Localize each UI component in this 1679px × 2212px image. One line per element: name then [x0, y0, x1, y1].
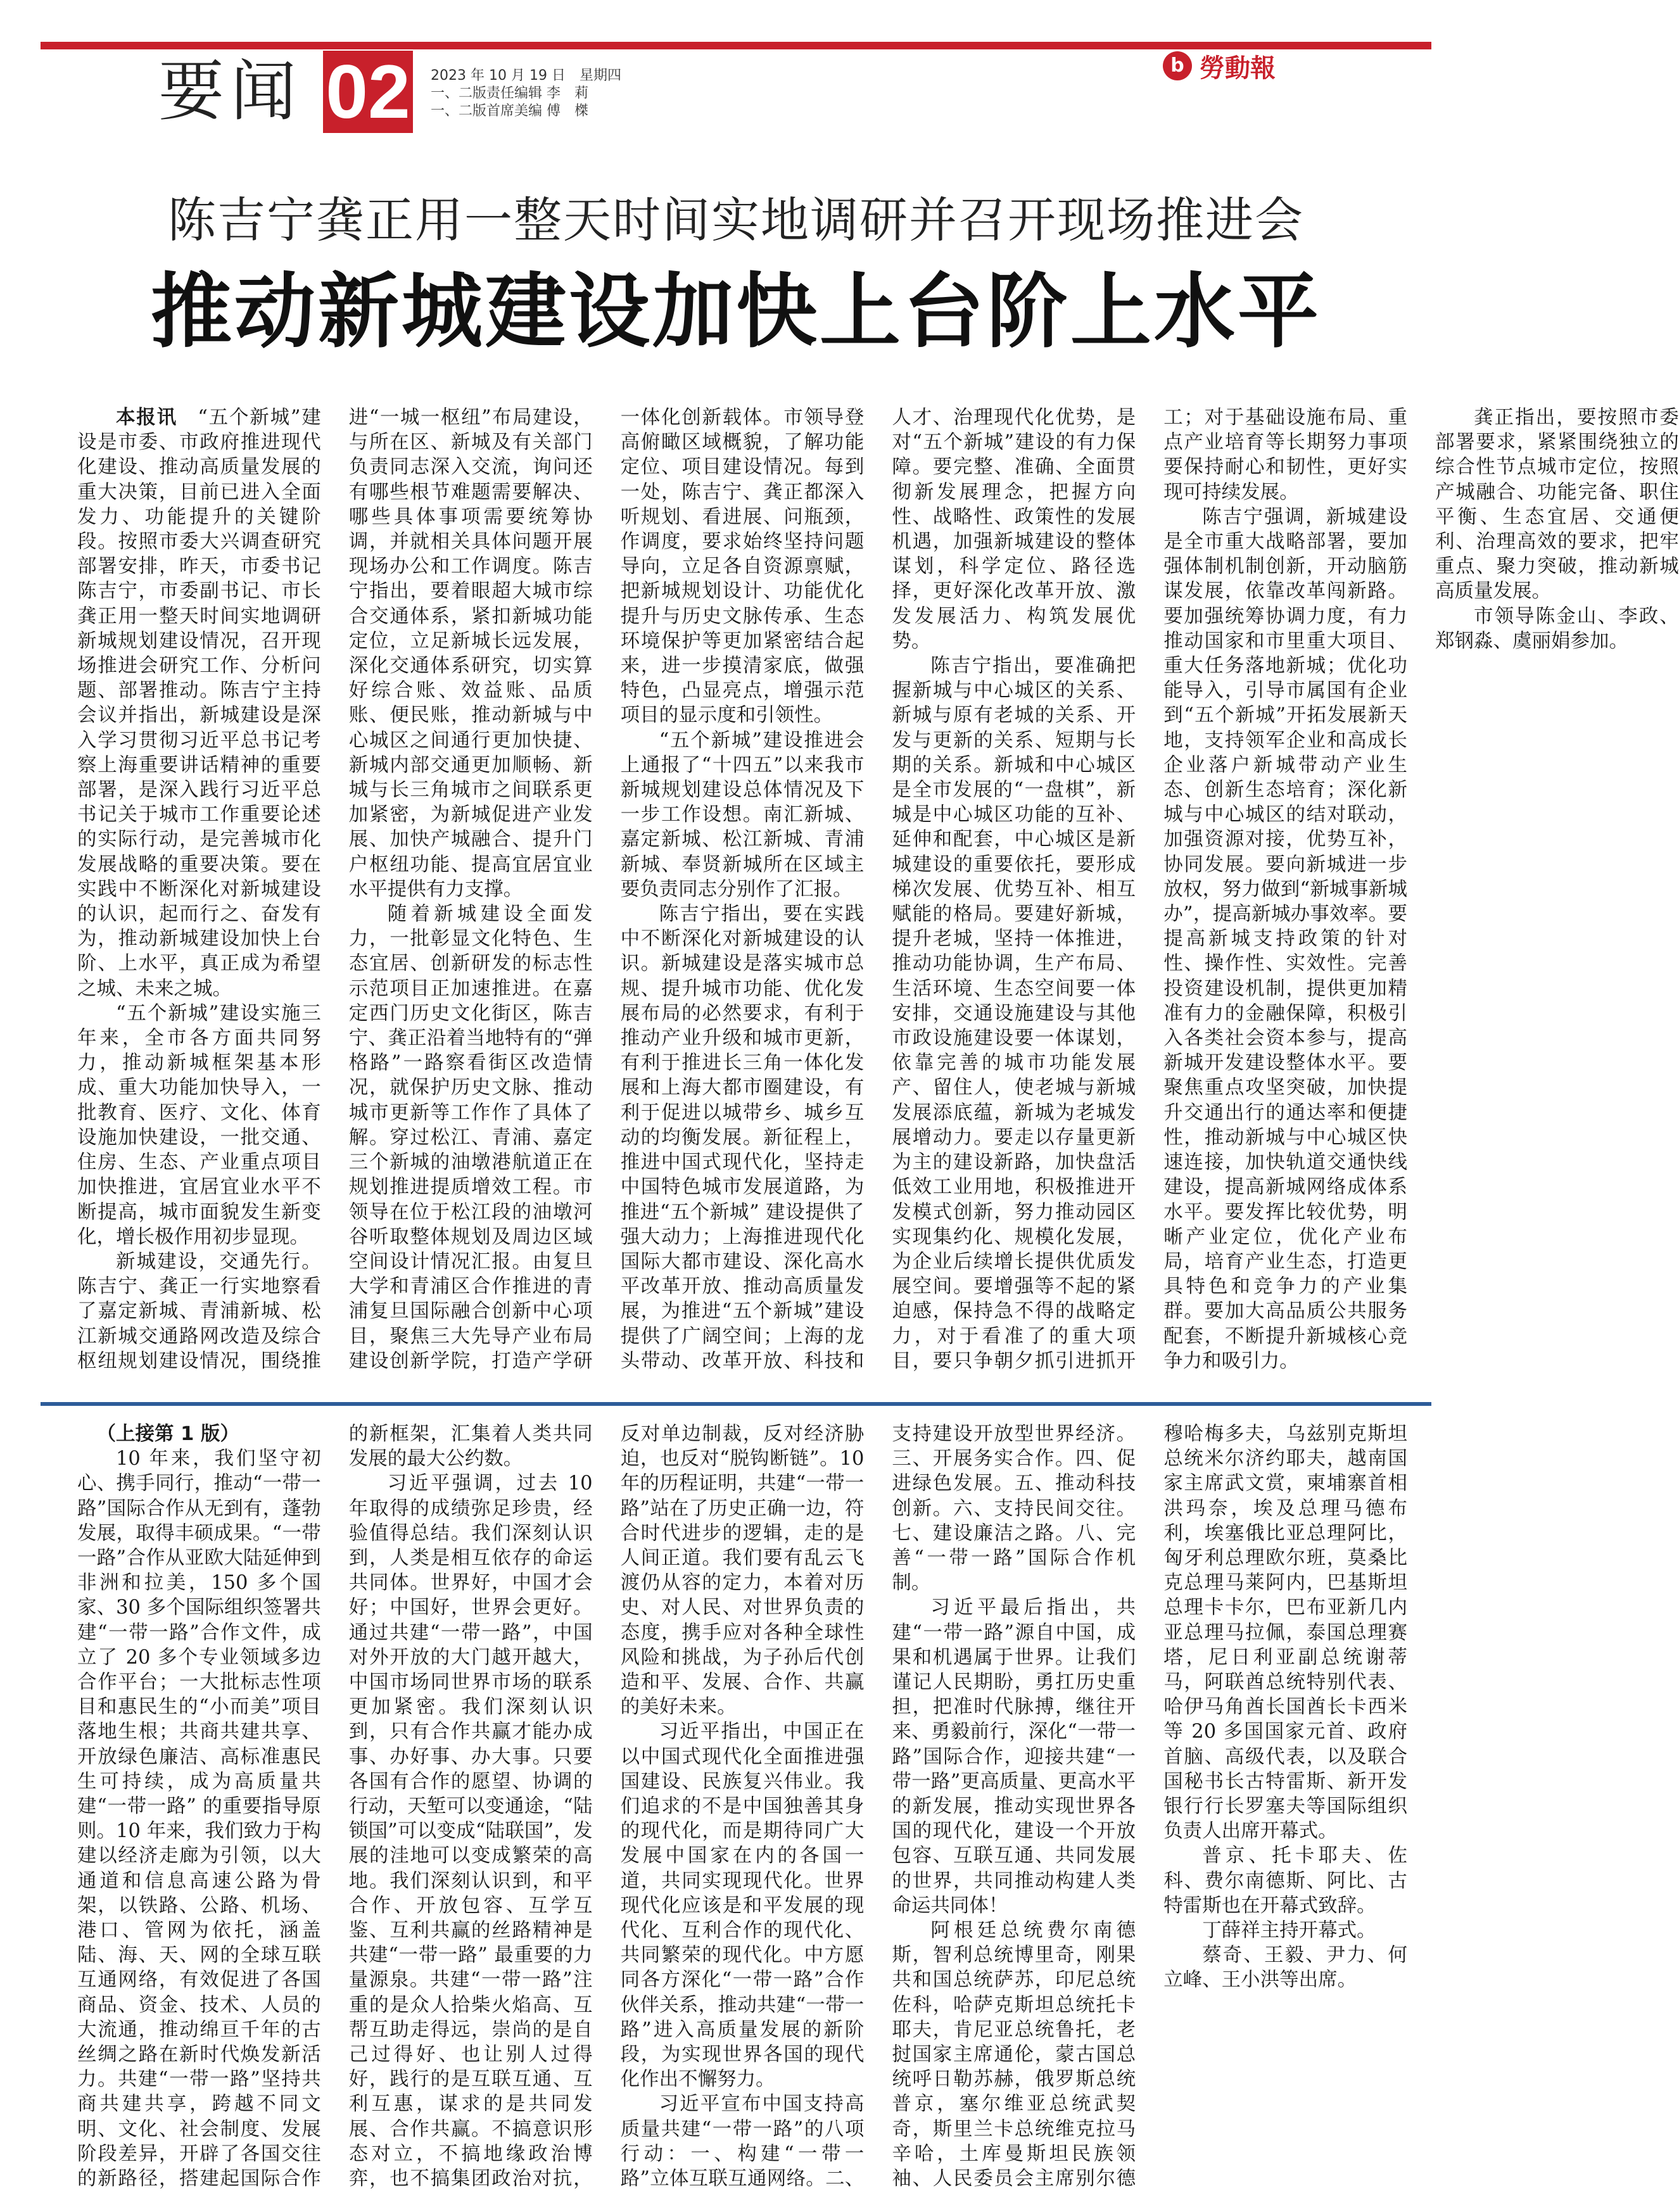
article-paragraph: 习近平指出，中国正在以中国式现代化全面推进强国建设、民族复兴伟业。我们追求的不是中国独善其身的现代化，而是期待同广大发展中国家在内的各国一道，共同实现现代化。世界现代化应该是和平发展的现代化、互利合作的现代化、共同繁荣的现代化。中方愿同各方深化“一带一路”合作伙伴关系，推动共建“一带一路”进入高质量发展的新阶段，为实现世界各国的现代化作出不懈努力。 [620, 1721, 865, 2091]
article-paragraph: 市领导陈金山、李政、郑钢淼、虞丽娟参加。 [1435, 605, 1679, 652]
article-paragraph: 新城建设，交通先行。陈吉宁、龚正一行实地察看了嘉定新城、青浦新城、松江新城交通路网改造及综合枢纽规划建设情况，围绕推进“一城一枢纽”布局建设，与所在区、新城及有关部门负责同志深入交流，询问还有哪些根节难题需要解决、哪些具体事项需要统筹协调，并就相关具体问题开展现场办公和工作调度。陈吉宁指出，要着眼超大城市综合交通体系，紧扣新城功能定位，立足新城长远发展，深化交通体系研究，切实算好综合账、效益账、品质账、便民账，推动新城与中心城区之间通行更加快捷、新城内部交通更加顺畅、新城与长三角城市之间联系更加紧密，为新城促进产业发展、加快产城融合、提升门户枢纽功能、提高宜居宜业水平提供有力支撑。 [77, 407, 593, 1372]
section-name: 要闻 [158, 53, 303, 130]
article-paragraph: 龚正指出，要按照市委部署要求，紧紧围绕独立的综合性节点城市定位，按照产城融合、功能完备、职住平衡、生态宜居、交通便利、治理高效的要求，把牢重点、聚力突破，推动新城高质量发展。 [1435, 407, 1679, 603]
article-paragraph: 丁薛祥主持开幕式。 [1202, 1919, 1376, 1942]
continuation-label: （上接第 1 版） [96, 1423, 239, 1445]
article-paragraph: 陈吉宁指出，要在实践中不断深化对新城建设的认识。新城建设是落实城市总规、提升城市功能、优化发展布局的必然要求，有利于推动产业升级和城市更新，有利于推进长三角一体化发展和上海大都市圈建设，有利于促进以城带乡、城乡互动的均衡发展。新征程上，推进中国式现代化，坚持走中国特色城市发展道路，为推进“五个新城” 建设提供了强大动力；上海推进现代化国际大都市建设、深化高水平改革开放、推动高质量发展，为推进“五个新城”建设提供了广阔空间；上海的龙头带动、改革开放、科技和人才、治理现代化优势，是对“五个新城”建设的有力保障。要完整、准确、全面贯彻新发展理念，把握方向性、战略性、政策性的发展机遇，加强新城建设的整体谋划，科学定位、路径选择，更好深化改革开放、激发发展活力、构筑发展优势。 [620, 407, 1136, 1372]
article-headline: 推动新城建设加快上台阶上水平 [150, 265, 1321, 359]
article-paragraph: 蔡奇、王毅、尹力、何立峰、王小洪等出席。 [1163, 1944, 1407, 1992]
logo-text: 勞動報 [1200, 53, 1276, 83]
article-paragraph: 习近平最后指出，共建“一带一路”源自中国，成果和机遇属于世界。让我们谨记人民期盼，勇扛历史重担，把准时代脉搏，继往开来、勇毅前行，深化“一带一路”国际合作，迎接共建“一带一路”更高质量、更高水平的新发展，推动实现世界各国的现代化，建设一个开放包容、互联互通、共同发展的世界，共同推动构建人类命运共同体！ [892, 1596, 1136, 1917]
article-paragraph: “五个新城”建设推进会上通报了“十四五”以来我市新城规划建设总体情况及下一步工作设想。南汇新城、嘉定新城、松江新城、青浦新城、奉贤新城所在区域主要负责同志分别作了汇报。 [620, 729, 865, 901]
article-paragraph: 本报讯 “五个新城”建设是市委、市政府推进现代化建设、推动高质量发展的重大决策，目前已进入全面发力、功能提升的关键阶段。按照市委大兴调查研究部署安排，昨天，市委书记陈吉宁，市委副书记、市长龚正用一整天时间实地调研新城规划建设情况，召开现场推进会研究工作、分析问题、部署推动。陈吉宁主持会议并指出，新城建设是深入学习贯彻习近平总书记考察上海重要讲话精神的重要部署，是深入践行习近平总书记关于城市工作重要论述的实际行动，是完善城市化发展战略的重要决策。要在实践中不断深化对新城建设的认识，起而行之、奋发有为，推动新城建设加快上台阶、上水平，真正成为希望之城、未来之城。 [77, 407, 321, 1000]
article-body [77, 405, 1679, 1387]
logo-icon: b [1163, 51, 1192, 80]
newspaper-logo [1163, 48, 1353, 84]
article-paragraph: 陈吉宁强调，新城建设是全市重大战略部署，要加强体制机制创新，开动脑筋谋发展，依靠改革闯新路。要加强统筹协调力度，有力推动国家和市里重大项目、重大任务落地新城；优化功能导入，引导市属国有企业到“五个新城”开拓发展新天地，支持领军企业和高成长企业落户新城带动产业生态、创新生态培育；深化新城与中心城区的结对联动，加强资源对接，优势互补，协同发展。要向新城进一步放权，努力做到“新城事新城办”，提高新城办事效率。要提高新城支持政策的针对性、操作性、实效性。完善投资建设机制，提供更加精准有力的金融保障，积极引入各类社会资本参与，提高新城开发建设整体水平。要聚焦重点攻坚突破，加快提升交通出行的通达率和便捷性，推动新城与中心城区快速连接，加快轨道交通快线建设，提高新城网络成体系水平。要发挥比较优势，明晰产业定位，优化产业布局，培育产业生态，打造更具特色和竞争力的产业集群。要加大高品质公共服务配套，不断提升新城核心竞争力和吸引力。 [1163, 505, 1407, 1372]
article-paragraph: 习近平宣布中国支持高质量共建“一带一路”的八项行动：一、构建“一带一路”立体互联互通网络。二、支持建设开放型世界经济。三、开展务实合作。四、促进绿色发展。五、推动科技创新。六、支持民间交往。七、建设廉洁之路。八、完善“一带一路”国际合作机制。 [620, 1423, 1136, 2190]
issue-date: 2023 年 10 月 19 日 星期四 [431, 68, 621, 84]
lead-label: 本报讯 [116, 407, 177, 429]
continued-article-body [77, 1422, 1407, 2201]
article-paragraph: 陈吉宁指出，要准确把握新城与中心城区的关系、新城与原有老城的关系、开发与更新的关系、短期与长期的关系。新城和中心城区是全市发展的“一盘棋”，新城是中心城区功能的互补、延伸和配套，中心城区是新城建设的重要依托，要形成梯次发展、优势互补、相互赋能的格局。要建好新城，提升老城，坚持一体推进，推动功能协调，生产布局、生活环境、生态空间要一体安排，交通设施建设与其他市政设施建设要一体谋划，依靠完善的城市功能发展产、留住人，使老城与新城发展添底蕴，新城为老城发展增动力。要走以存量更新为主的建设新路，加快盘活低效工业用地，积极推进开发模式创新，努力推动园区实现集约化、规模化发展，为企业后续增长提供优质发展空间。要增强等不起的紧迫感，保持急不得的战略定力，对于看准了的重大项目，要只争朝夕抓引进抓开工；对于基础设施布局、重点产业培育等长期努力事项要保持耐心和韧性，更好实现可持续发展。 [892, 407, 1407, 1372]
section-number: 02 [323, 51, 413, 133]
article-paragraph: 阿根廷总统费尔南德斯，智利总统博里奇，刚果共和国总统萨苏，印尼总统佐科，哈萨克斯坦总统托卡耶夫，肯尼亚总统鲁托，老挝国家主席通伦，蒙古国总统呼日勒苏赫，俄罗斯总统普京，塞尔维亚总统武契奇，斯里兰卡总统维克拉马辛哈，土库曼斯坦民族领袖、人民委员会主席别尔德穆哈梅多夫，乌兹别克斯坦总统米尔济约耶夫，越南国家主席武文赏，柬埔寨首相洪玛奈，埃及总理马德布利，埃塞俄比亚总理阿比，匈牙利总理欧尔班，莫桑比克总理马莱阿内，巴基斯坦总理卡卡尔，巴布亚新几内亚总理马拉佩，泰国总理赛塔，尼日利亚副总统谢蒂马，阿联酋总统特别代表、哈伊马角酋长国酋长卡西米等 20 多国国家元首、政府首脑、高级代表，以及联合国秘书长古特雷斯、新开发银行行长罗塞夫等国际组织负责人出席开幕式。 [892, 1423, 1407, 2190]
section-divider [41, 1402, 1431, 1406]
designer-line: 一、二版首席美编 傅 榤 [431, 103, 588, 119]
article-paragraph: 普京、托卡耶夫、佐科、费尔南德斯、阿比、古特雷斯也在开幕式致辞。 [1163, 1845, 1407, 1917]
article-paragraph: “五个新城”建设实施三年来，全市各方面共同努力，推动新城框架基本形成、重大功能加快导入，一批教育、医疗、文化、体育设施加快建设，一批交通、住房、生态、产业重点项目加快推进，宜居宜业水平不断提高，城市面貌发生新变化，增长极作用初步显现。 [77, 1002, 321, 1248]
article-paragraph: 10 年来，我们坚守初心、携手同行，推动“一带一路”国际合作从无到有，蓬勃发展，取得丰硕成果。“一带一路”合作从亚欧大陆延伸到非洲和拉美，150 多个国家、30 多个国际组织签署共建“一带一路”合作文件，成立了 20 多个专业领域多边合作平台；一大批标志性项目和惠民生的“小而美”项目落地生根；共商共建共享、开放绿色廉洁、高标准惠民生可持续，成为高质量共建“一带一路” 的重要指导原则。10 年来，我们致力于构建以经济走廊为引领，以大通道和信息高速公路为骨架，以铁路、公路、机场、港口、管网为依托，涵盖陆、海、天、网的全球互联互通网络，有效促进了各国商品、资金、技术、人员的大流通，推动绵亘千年的古丝绸之路在新时代焕发新活力。共建“一带一路”坚持共商共建共享，跨越不同文明、文化、社会制度、发展阶段差异，开辟了各国交往的新路径，搭建起国际合作的新框架，汇集着人类共同发展的最大公约数。 [77, 1423, 593, 2190]
editor-line: 一、二版责任编辑 李 莉 [431, 85, 588, 101]
article-paragraph: 随着新城建设全面发力，一批彰显文化特色、生态宜居、创新研发的标志性示范项目正加速推进。在嘉定西门历史文化街区，陈吉宁、龚正沿着当地特有的“弹格路”一路察看街区改造情况，就保护历史文脉、推动城市更新等工作作了具体了解。穿过松江、青浦、嘉定三个新城的油墩港航道正在规划推进提质增效工程。市领导在位于松江段的油墩河谷听取整体规划及周边区域空间设计情况汇报。由复旦大学和青浦区合作推进的青浦复旦国际融合创新中心项目，聚焦三大先导产业布局建设创新学院，打造产学研一体化创新载体。市领导登高俯瞰区域概貌，了解功能定位、项目建设情况。每到一处，陈吉宁、龚正都深入听规划、看进展、问瓶颈，作调度，要求始终坚持问题导向，立足各自资源禀赋，把新城规划设计、功能优化提升与历史文脉传承、生态环境保护等更加紧密结合起来，进一步摸清家底，做强特色，凸显亮点，增强示范项目的显示度和引领性。 [348, 407, 865, 1372]
article-subtitle: 陈吉宁龚正用一整天时间实地调研并召开现场推进会 [168, 192, 1304, 248]
issue-meta [431, 67, 621, 120]
article-paragraph: 习近平强调，过去 10 年取得的成绩弥足珍贵，经验值得总结。我们深刻认识到，人类是相互依存的命运共同体。世界好，中国才会好；中国好，世界会更好。通过共建“一带一路”，中国对外开放的大门越开越大，中国市场同世界市场的联系更加紧密。我们深刻认识到，只有合作共赢才能办成事、办好事、办大事。只要各国有合作的愿望、协调的行动，天堑可以变通途，“陆锁国”可以变成“陆联国”，发展的洼地可以变成繁荣的高地。我们深刻认识到，和平合作、开放包容、互学互鉴、互利共赢的丝路精神是共建“一带一路” 最重要的力量源泉。共建“一带一路”注重的是众人拾柴火焰高、互帮互助走得远，崇尚的是自己过得好、也让别人过得好，践行的是互联互通、互利互惠，谋求的是共同发展、合作共赢。不搞意识形态对立，不搞地缘政治博弈，也不搞集团政治对抗，反对单边制裁，反对经济胁迫，也反对“脱钩断链”。10 年的历程证明，共建“一带一路”站在了历史正确一边，符合时代进步的逻辑，走的是人间正道。我们要有乱云飞渡仍从容的定力，本着对历史、对人民、对世界负责的态度，携手应对各种全球性风险和挑战，为子孙后代创造和平、发展、合作、共赢的美好未来。 [348, 1423, 865, 2190]
